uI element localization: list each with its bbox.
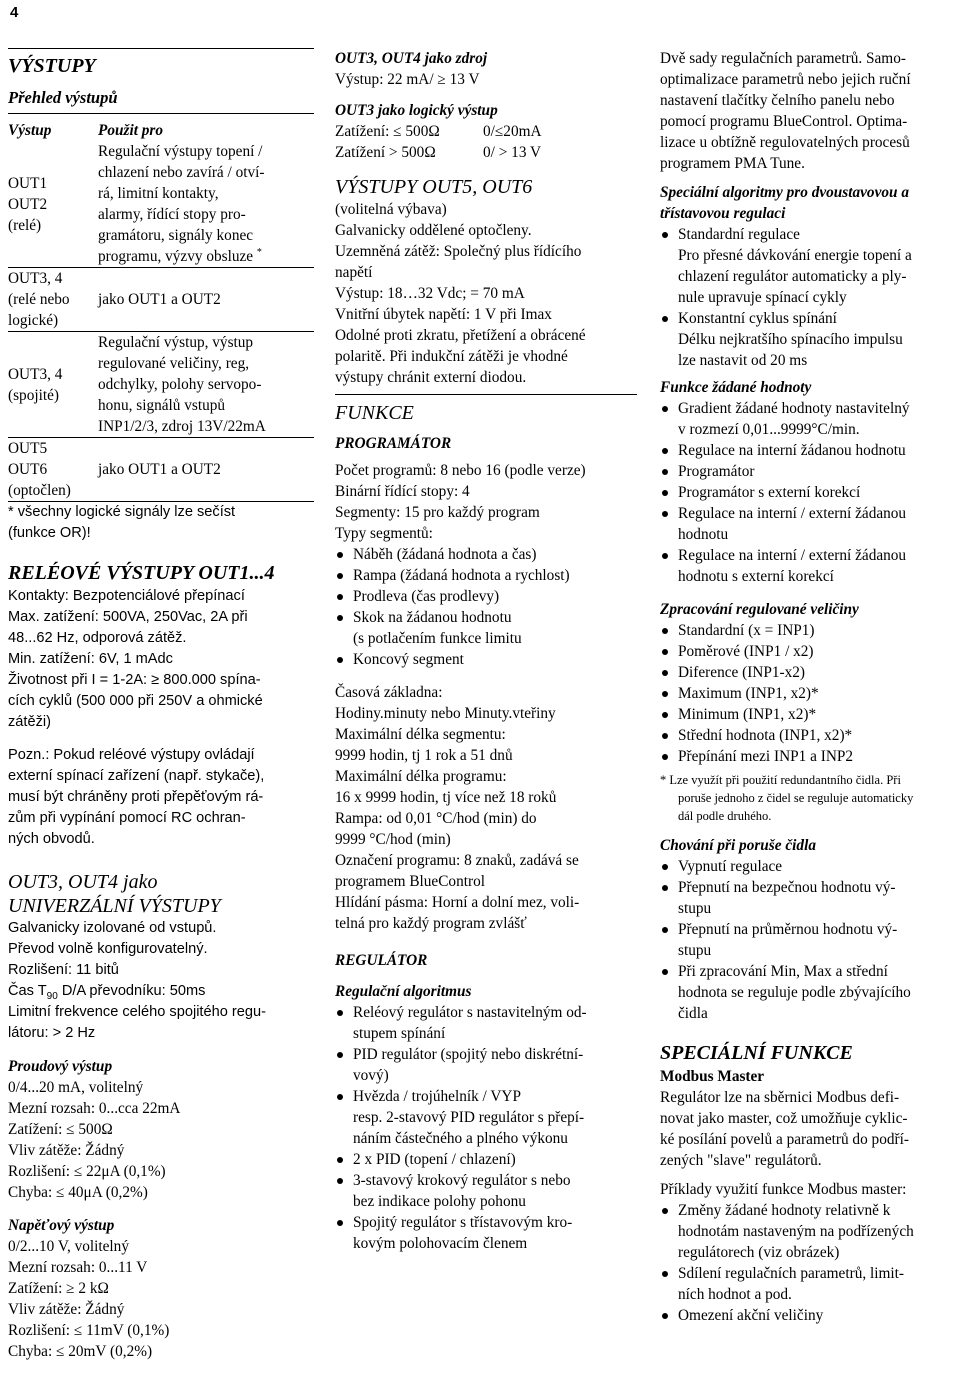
relay-outputs-title: RELÉOVÉ VÝSTUPY OUT1...4 xyxy=(8,562,275,584)
spec-line: Rozlišení: 11 bitů xyxy=(8,962,119,978)
list-item: Maximum (INP1, x2)* xyxy=(660,683,958,704)
list-item: Omezení akční veličiny xyxy=(660,1305,958,1326)
list-item: Koncový segment xyxy=(335,649,637,670)
list-item: Standardní (x = INP1) xyxy=(660,620,958,641)
table-header-use: Použit pro xyxy=(98,122,164,139)
spec-line: (volitelná výbava) xyxy=(335,201,447,218)
list-item: Skok na žádanou hodnotu (s potlačením funkce limitu xyxy=(335,607,637,649)
controller-title: REGULÁTOR xyxy=(335,952,428,969)
table-cell-line: (spojité) xyxy=(8,386,59,404)
list-item: 2 x PID (topení / chlazení) xyxy=(335,1149,637,1170)
spec-line: Segmenty: 15 pro každý program xyxy=(335,504,540,521)
outputs-table xyxy=(8,113,314,501)
list-item: Přepínání mezi INP1 a INP2 xyxy=(660,746,958,767)
text-line: Regulátor lze na sběrnici Modbus defi- xyxy=(660,1089,900,1106)
spec-line: látoru: > 2 Hz xyxy=(8,1025,96,1041)
spec-line: zátěži) xyxy=(8,714,51,730)
spec-line: Počet programů: 8 nebo 16 (podle verze) xyxy=(335,462,586,479)
list-item: Konstantní cyklus spínání Délku nejkratšího spínacího impulsu lze nastavit od 20 ms xyxy=(660,308,958,371)
table-cell-line: gramátoru, signály konec xyxy=(98,227,254,244)
list-item: Při zpracování Min, Max a střední hodnota se reguluje podle zbývajícího čidla xyxy=(660,961,958,1024)
table-cell-line: logické) xyxy=(8,312,59,329)
table-header-output: Výstup xyxy=(8,122,52,139)
spec-line: Maximální délka segmentu: xyxy=(335,726,506,743)
logic-load-label: Zatížení > 500Ω xyxy=(335,144,436,161)
footnote-line: * všechny logické signály lze sečíst xyxy=(8,504,236,520)
logic-output-title: OUT3 jako logický výstup xyxy=(335,102,498,119)
spec-line: Galvanicky izolované od vstupů. xyxy=(8,920,217,936)
list-item: Rampa (žádaná hodnota a rychlost) xyxy=(335,565,637,586)
spec-line: Hlídání pásma: Horní a dolní mez, voli- xyxy=(335,894,580,911)
table-footnote xyxy=(8,502,314,544)
table-cell-line: alarmy, řídící stopy pro- xyxy=(98,206,246,223)
list-item: Změny žádané hodnoty relativně k hodnotám nastaveným na podřízených regulátorech (viz obrázek) xyxy=(660,1200,958,1263)
spec-line: Binární řídící stopy: 4 xyxy=(335,483,470,500)
spec-line: 16 x 9999 hodin, tj více než 18 roků xyxy=(335,789,557,806)
table-row xyxy=(8,141,314,268)
logic-output-row xyxy=(335,142,637,163)
universal-specs xyxy=(8,918,314,1044)
text-line: zených "slave" regulátorů. xyxy=(660,1152,822,1169)
setpoint-title: Funkce žádané hodnoty xyxy=(660,379,812,396)
spec-line: Výstup: 18…32 Vdc; = 70 mA xyxy=(335,285,525,302)
table-cell-line: jako OUT1 a OUT2 xyxy=(98,461,221,478)
spec-line: Vliv zátěže: Žádný xyxy=(8,1301,125,1318)
spec-line: Vliv zátěže: Žádný xyxy=(8,1142,125,1159)
spec-line: Časová základna: xyxy=(335,684,443,701)
spec-line: cích cyklů (500 000 při 250V a ohmické xyxy=(8,693,263,709)
text-line: pomocí programu BlueControl. Optima- xyxy=(660,113,908,130)
pv-processing-title: Zpracování regulované veličiny xyxy=(660,601,859,618)
spec-line: Maximální délka programu: xyxy=(335,768,507,785)
list-item: PID regulátor (spojitý nebo diskrétní- vový) xyxy=(335,1044,637,1086)
spec-line: Hodiny.minuty nebo Minuty.vteřiny xyxy=(335,705,556,722)
spec-line: Mezní rozsah: 0...11 V xyxy=(8,1259,148,1276)
spec-line: Chyba: ≤ 20mV (0,2%) xyxy=(8,1343,153,1360)
table-cell-line: (optočlen) xyxy=(8,482,71,499)
list-item: Náběh (žádaná hodnota a čas) xyxy=(335,544,637,565)
spec-line: Max. zatížení: 500VA, 250Vac, 2A při xyxy=(8,609,248,625)
spec-line: 9999 hodin, tj 1 rok a 51 dnů xyxy=(335,747,513,764)
segment-types-list xyxy=(335,544,637,670)
table-cell-line: chlazení nebo zavírá / otví- xyxy=(98,164,265,181)
note-line: poruše jednoho z čidel se reguluje automaticky xyxy=(678,791,914,805)
intro-text xyxy=(660,48,958,174)
spec-line: Životnost při I = 1-2A: ≥ 800.000 spína- xyxy=(8,672,261,688)
table-cell-line: OUT3, 4 xyxy=(8,270,63,287)
note-line: Pozn.: Pokud reléové výstupy ovládají xyxy=(8,747,255,763)
spec-line: Mezní rozsah: 0...cca 22mA xyxy=(8,1100,181,1117)
programmer-title: PROGRAMÁTOR xyxy=(335,435,452,452)
voltage-output-title: Napěťový výstup xyxy=(8,1217,115,1234)
list-item: Přepnutí na průměrnou hodnotu vý- stupu xyxy=(660,919,958,961)
table-cell-line: jako OUT1 a OUT2 xyxy=(98,291,221,308)
note-line: zům při vypínání pomocí RC ochran- xyxy=(8,810,246,826)
spec-line: Chyba: ≤ 40μA (0,2%) xyxy=(8,1184,148,1201)
page-number: 4 xyxy=(10,4,19,21)
spec-line: Rozlišení: ≤ 11mV (0,1%) xyxy=(8,1322,170,1339)
programmer-specs xyxy=(335,460,637,544)
table-cell-line: regulované veličiny, reg, xyxy=(98,355,250,372)
spec-line: 0/2...10 V, volitelný xyxy=(8,1238,129,1255)
logic-output-row xyxy=(335,121,637,142)
special-functions-title: SPECIÁLNÍ FUNKCE xyxy=(660,1042,853,1064)
t90-post: D/A převodníku: 50ms xyxy=(57,983,206,999)
modbus-master-title: Modbus Master xyxy=(660,1068,765,1085)
spec-line: Typy segmentů: xyxy=(335,525,433,542)
table-cell-line: INP1/2/3, zdroj 13V/22mA xyxy=(98,418,266,435)
row-out2-label: OUT2 xyxy=(8,195,48,213)
relay-note xyxy=(8,745,314,850)
current-output-title: Proudový výstup xyxy=(8,1058,113,1075)
out56-specs xyxy=(335,199,637,388)
list-item: Regulace na interní / externí žádanou hodnotu xyxy=(660,503,958,545)
text-line: Dvě sady regulačních parametrů. Samo- xyxy=(660,50,906,67)
column-control xyxy=(660,48,958,1326)
list-item: Vypnutí regulace xyxy=(660,856,958,877)
list-item: Standardní regulace Pro přesné dávkování energie topení a chlazení regulátor automaticky a ply- nule upravuje spínací cykly xyxy=(660,224,958,308)
time-specs xyxy=(335,682,637,934)
t90-sub: 90 xyxy=(46,990,58,1002)
text-line: novat jako master, což umožňuje cyklic- xyxy=(660,1110,908,1127)
source-title: OUT3, OUT4 jako zdroj xyxy=(335,50,488,67)
table-row xyxy=(8,332,314,438)
examples-line: Příklady využití funkce Modbus master: xyxy=(660,1181,907,1198)
table-cell-line: Regulační výstupy topení / xyxy=(98,143,263,160)
note-line: musí být chráněny proti přepěťovým rá- xyxy=(8,789,264,805)
spec-line: Kontakty: Bezpotenciálové přepínací xyxy=(8,588,245,604)
relay-specs xyxy=(8,586,314,733)
column-functions xyxy=(335,48,637,1254)
source-line: Výstup: 22 mA/ ≥ 13 V xyxy=(335,71,480,88)
spec-line: polaritě. Při indukční zátěži je vhodné xyxy=(335,348,568,365)
row-out1-label: OUT1 xyxy=(8,174,48,192)
voltage-output-specs xyxy=(8,1236,314,1362)
table-row xyxy=(8,268,314,332)
setpoint-list xyxy=(660,398,958,587)
footnote-line: (funkce OR)! xyxy=(8,525,91,541)
text-line: optimalizace parametrů nebo jejich ruční xyxy=(660,71,911,88)
spec-line: 9999 °C/hod (min) xyxy=(335,831,451,848)
text-line: ké posílání povelů a parametrů do podří- xyxy=(660,1131,909,1148)
logic-load-value: 0/≤20mA xyxy=(483,123,542,140)
text-line: programem PMA Tune. xyxy=(660,155,805,172)
algorithm-title: Regulační algoritmus xyxy=(335,983,472,1000)
list-item: Gradient žádané hodnoty nastavitelný v rozmezí 0,01...9999°C/min. xyxy=(660,398,958,440)
spec-line: Označení programu: 8 znaků, zadává se xyxy=(335,852,579,869)
table-cell-line: (relé nebo xyxy=(8,291,70,308)
algorithm-list xyxy=(335,1002,637,1254)
pv-footnote xyxy=(660,771,958,825)
text-line: lizace u obtížně regulovatelných procesů xyxy=(660,134,910,151)
spec-line: Převod volně konfigurovatelný. xyxy=(8,941,208,957)
note-line: externí spínací zařízení (např. stykače), xyxy=(8,768,265,784)
note-line: * Lze využít při použití redundantního čidla. Při xyxy=(660,773,901,787)
list-item: Sdílení regulačních parametrů, limit- ních hodnot a pod. xyxy=(660,1263,958,1305)
title-line: OUT3, OUT4 jako xyxy=(8,871,158,893)
list-item: Programátor xyxy=(660,461,958,482)
table-cell-line: OUT5 xyxy=(8,440,48,457)
spec-line: Vnitřní úbytek napětí: 1 V při Imax xyxy=(335,306,552,323)
table-row xyxy=(8,438,314,502)
overview-title: Přehled výstupů xyxy=(8,88,118,107)
current-output-specs xyxy=(8,1077,314,1203)
table-cell-line: OUT3, 4 xyxy=(8,365,63,383)
list-item: Minimum (INP1, x2)* xyxy=(660,704,958,725)
table-cell-line: odchylky, polohy servopo- xyxy=(98,376,262,393)
list-item: Diference (INP1-x2) xyxy=(660,662,958,683)
column-outputs xyxy=(8,48,314,1362)
table-cell-line: Regulační výstup, výstup xyxy=(98,334,254,351)
title-line: Speciální algoritmy pro dvoustavovou a xyxy=(660,184,910,201)
spec-line: Odolné proti zkratu, přetížení a obrácené xyxy=(335,327,586,344)
spec-line: Galvanicky oddělené optočleny. xyxy=(335,222,532,239)
functions-title: FUNKCE xyxy=(335,402,414,424)
list-item: Reléový regulátor s nastavitelným od- stupem spínání xyxy=(335,1002,637,1044)
list-item: Poměrové (INP1 / x2) xyxy=(660,641,958,662)
sensor-fault-title: Chování při poruše čidla xyxy=(660,837,816,854)
out56-title: VÝSTUPY OUT5, OUT6 xyxy=(335,176,533,198)
modbus-examples-list xyxy=(660,1200,958,1326)
universal-outputs-title xyxy=(8,870,314,918)
pv-processing-list xyxy=(660,620,958,767)
spec-line: výstupy chránit externí diodou. xyxy=(335,369,527,386)
note-line: dál podle druhého. xyxy=(678,809,772,823)
t90-pre: Čas T xyxy=(8,983,47,999)
spec-line: Limitní frekvence celého spojitého regu- xyxy=(8,1004,266,1020)
spec-line: 0/4...20 mA, volitelný xyxy=(8,1079,144,1096)
table-cell-line: honu, signálů vstupů xyxy=(98,397,226,414)
list-item: Regulace na interní / externí žádanou hodnotu s externí korekcí xyxy=(660,545,958,587)
spec-line: napětí xyxy=(335,264,373,281)
spec-line: Zatížení: ≥ 2 kΩ xyxy=(8,1280,109,1297)
list-item: Regulace na interní žádanou hodnotu xyxy=(660,440,958,461)
spec-line: Zatížení: ≤ 500Ω xyxy=(8,1121,113,1138)
table-cell-line: programu, výzvy obsluze * xyxy=(98,246,262,265)
spec-line: 48...62 Hz, odporová zátěž. xyxy=(8,630,187,646)
list-item: Programátor s externí korekcí xyxy=(660,482,958,503)
row-relay-label: (relé) xyxy=(8,216,42,234)
list-item: Spojitý regulátor s třístavovým kro- kovým polohovacím členem xyxy=(335,1212,637,1254)
list-item: 3-stavový krokový regulátor s nebo bez indikace polohy pohonu xyxy=(335,1170,637,1212)
note-line: ných obvodů. xyxy=(8,831,95,847)
list-item: Přepnutí na bezpečnou hodnotu vý- stupu xyxy=(660,877,958,919)
list-item: Hvězda / trojúhelník / VYP resp. 2-stavový PID regulátor s přepí- náním částečného a plného výkonu xyxy=(335,1086,637,1149)
special-algorithms-list xyxy=(660,224,958,371)
spec-line: Rozlišení: ≤ 22μA (0,1%) xyxy=(8,1163,166,1180)
list-item: Prodleva (čas prodlevy) xyxy=(335,586,637,607)
spec-line: Rampa: od 0,01 °C/hod (min) do xyxy=(335,810,537,827)
title-line: UNIVERZÁLNÍ VÝSTUPY xyxy=(8,895,221,917)
spec-line: programem BlueControl xyxy=(335,873,485,890)
table-cell-line: rá, limitní kontakty, xyxy=(98,185,219,202)
outputs-title: VÝSTUPY xyxy=(8,55,96,77)
sensor-fault-list xyxy=(660,856,958,1024)
spec-line: telná pro každý program zvlášť xyxy=(335,915,527,932)
spec-line: Uzemněná zátěž: Společný plus řídícího xyxy=(335,243,582,260)
modbus-text xyxy=(660,1087,958,1171)
table-cell-line: OUT6 xyxy=(8,461,48,478)
title-line: třístavovou regulaci xyxy=(660,205,786,222)
special-algorithms-title xyxy=(660,182,958,224)
list-item: Střední hodnota (INP1, x2)* xyxy=(660,725,958,746)
logic-load-label: Zatížení: ≤ 500Ω xyxy=(335,123,440,140)
t90-line xyxy=(8,981,314,1002)
text-line: nastavení tlačítky čelního panelu nebo xyxy=(660,92,895,109)
spec-line: Min. zatížení: 6V, 1 mAdc xyxy=(8,651,173,667)
logic-load-value: 0/ > 13 V xyxy=(483,144,542,161)
